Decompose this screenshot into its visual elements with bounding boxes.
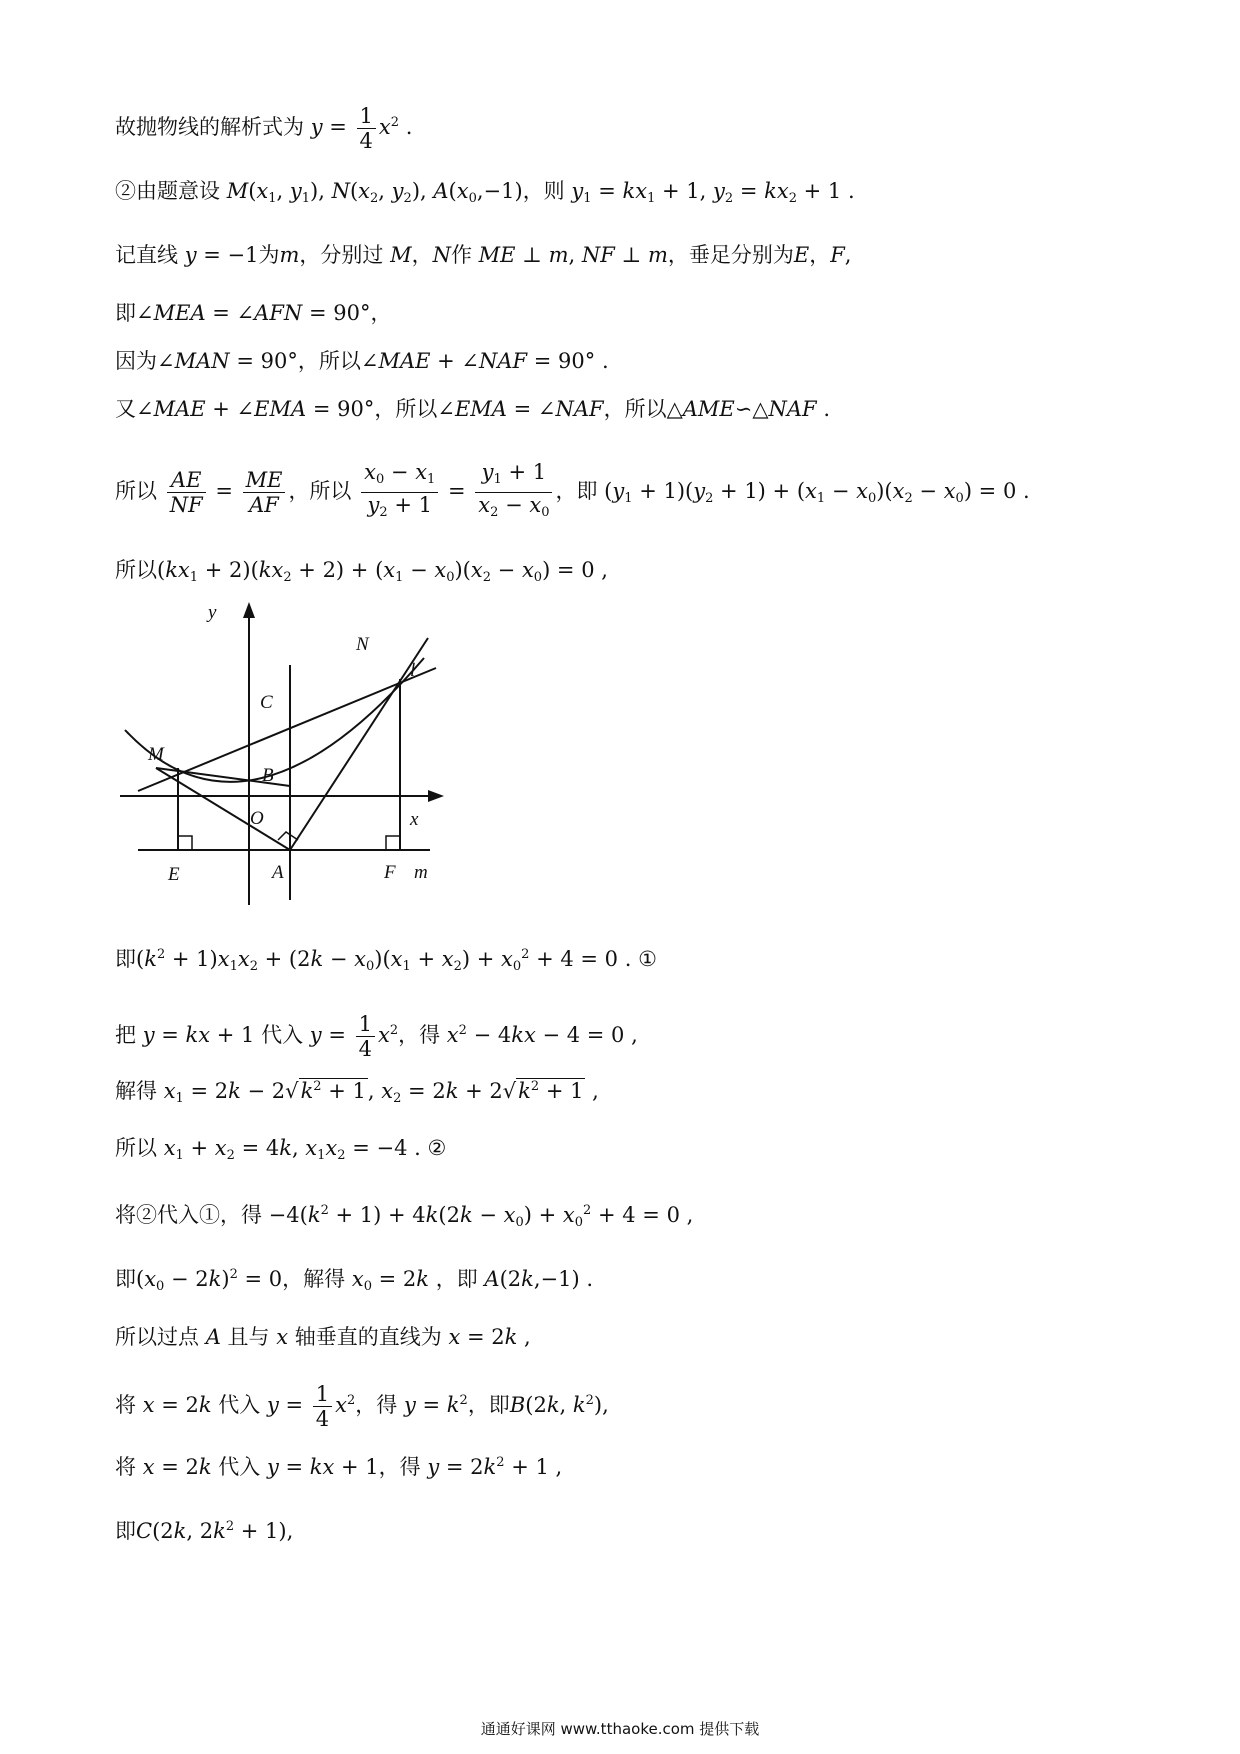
text: 又 [115, 397, 136, 421]
text: ② [427, 1136, 447, 1160]
solution-line-18: 即C(2k, $2k^2 + 1$), [115, 1519, 294, 1543]
text: 即 [115, 1267, 136, 1291]
solution-line-13: 将②代入①，得 $-4(k^2 + 1) + 4k(2k - x_0) + x_0^2 + 4 = 0$ , [115, 1203, 694, 1230]
solution-line-6: 又∠MAE + ∠EMA = 90°，所以∠EMA = ∠NAF，所以△AME∽△NAF . [115, 397, 830, 421]
label-F: F [384, 862, 396, 883]
text: 为 [258, 243, 280, 267]
text: 即 [115, 947, 136, 971]
label-x: x [410, 809, 419, 830]
text: 因为 [115, 349, 157, 373]
text: 把 [115, 1023, 136, 1047]
text: ，得 [398, 1023, 441, 1047]
fraction: $\frac{1}{4}$ [356, 1012, 375, 1061]
solution-line-16: 将 x = 2k 代入 y = $\frac{1}{4}$ $x^2$，得 $y = k^2$，即B(2k, $k^2$), [115, 1382, 609, 1431]
text: ，即 [467, 1393, 510, 1417]
x-axis-arrow-icon [428, 790, 444, 802]
label-E: E [168, 864, 180, 885]
text: ，所以 [297, 349, 361, 373]
text: 代入 [218, 1393, 261, 1417]
text: ① [638, 947, 657, 971]
text: 代入 [218, 1455, 261, 1479]
label-l: l [410, 660, 416, 681]
solution-line-5: 因为∠MAN = 90°，所以∠MAE + ∠NAF = 90° . [115, 349, 609, 373]
solution-line-15: 所以过点 A 且与 x 轴垂直的直线为 x = 2k , [115, 1325, 531, 1349]
text: 将 [115, 1455, 136, 1479]
y-axis-arrow-icon [243, 602, 255, 618]
text: 作 [450, 243, 472, 267]
label-y: y [208, 602, 217, 623]
solution-line-3: 记直线 y = −1为m，分别过 M，N作 ME ⊥ m, NF ⊥ m，垂足分别为E，F, [115, 243, 852, 267]
solution-line-7: 所以 $\frac{AE}{NF}$ = $\frac{ME}{AF}$ ，所以 $\frac{x_0 - x_1}{y_2 + 1}$ = $\frac{y_1 + 1}{x_2 - x_0}$ ，即 $(y_1 + 1)(y_2 + 1) + (x_1 - x_0)(x_2 - x_0) = 0$ . [115, 460, 1030, 525]
solution-line-2: ②由题意设 $M(x_1$, $y_1$), $N(x_2$, $y_2$), $A(x_0,-1)$，则 $y_1 = kx_1 + 1$, $y_2 = kx_2 + 1$ . [115, 179, 855, 206]
solution-line-9: 即$(k^2 + 1)x_1x_2 + (2k - x_0)(x_1 + x_2) + x_0^2 + 4 = 0$ . ① [115, 947, 657, 974]
text: ，即 [555, 479, 598, 503]
text: 将 [115, 1393, 136, 1417]
text: 即 [115, 301, 136, 325]
solution-line-4: 即∠MEA = ∠AFN = 90°， [115, 301, 392, 325]
solution-line-1: 故抛物线的解析式为 y = $\frac{1}{4}$ $x^2$ . [115, 104, 413, 153]
solution-line-8: 所以$(kx_1 + 2)(kx_2 + 2) + (x_1 - x_0)(x_2 - x_0) = 0$ , [115, 558, 608, 585]
solution-line-10: 把 y = kx + 1 代入 y = $\frac{1}{4}$ $x^2$，得 $x^2 - 4kx - 4 = 0$ , [115, 1012, 638, 1061]
text: ，得 [355, 1393, 398, 1417]
footer-watermark: 通通好课网 www.tthaoke.com 提供下载 [480, 1720, 760, 1738]
solution-line-14: 即$(x_0 - 2k)^2 = 0$，解得 $x_0 = 2k$ ，即 A(2k,−1) . [115, 1267, 594, 1294]
text: 轴垂直的直线为 [294, 1325, 442, 1349]
text: ，所以 [374, 397, 438, 421]
text: ，解得 [282, 1267, 346, 1291]
text: 所以 [115, 1136, 157, 1160]
label-m: m [414, 862, 428, 883]
text: ，则 [522, 179, 565, 203]
text: 记直线 [115, 243, 178, 267]
text: 解得 [115, 1079, 157, 1103]
solution-line-12: 所以 $x_1 + x_2 = 4k$, $x_1x_2 = -4$ . ② [115, 1136, 447, 1163]
text: 所以 [115, 479, 157, 503]
text: 将②代入①，得 [115, 1203, 262, 1227]
label-M: M [148, 744, 164, 765]
fraction: $\frac{ME}{AF}$ [243, 468, 286, 517]
text: 且与 [227, 1325, 270, 1349]
fraction: $\frac{x_0 - x_1}{y_2 + 1}$ [361, 460, 438, 525]
text: ②由题意设 [115, 179, 220, 203]
label-O: O [250, 808, 264, 829]
solution-line-17: 将 x = 2k 代入 y = kx + 1，得 $y = 2k^2 + 1$ , [115, 1455, 563, 1479]
label-C: C [260, 692, 273, 713]
text: ，分别过 [299, 243, 384, 267]
fraction: $\frac{1}{4}$ [313, 1382, 332, 1431]
fraction: $\frac{y_1 + 1}{x_2 - x_0}$ [475, 460, 552, 525]
fraction: $\frac{1}{4}$ [357, 104, 376, 153]
text: 代入 [261, 1023, 304, 1047]
text: ，垂足分别为 [667, 243, 794, 267]
label-N: N [356, 634, 369, 655]
text: ，得 [378, 1455, 421, 1479]
text: 故抛物线的解析式为 [115, 115, 304, 139]
text: 所以 [115, 558, 157, 582]
text: ，所以 [603, 397, 667, 421]
text: 即 [115, 1519, 136, 1543]
label-B: B [262, 765, 274, 786]
fraction: $\frac{AE}{NF}$ [167, 468, 206, 517]
solution-line-11: 解得 $x_1 = 2k - 2√k^2 + 1$, $x_2 = 2k + 2√k^2 + 1$ , [115, 1079, 599, 1106]
text: ，即 [435, 1267, 478, 1291]
text: 所以过点 [115, 1325, 199, 1349]
geometry-figure [110, 600, 450, 910]
label-A: A [272, 862, 284, 883]
text: ，所以 [288, 479, 352, 503]
